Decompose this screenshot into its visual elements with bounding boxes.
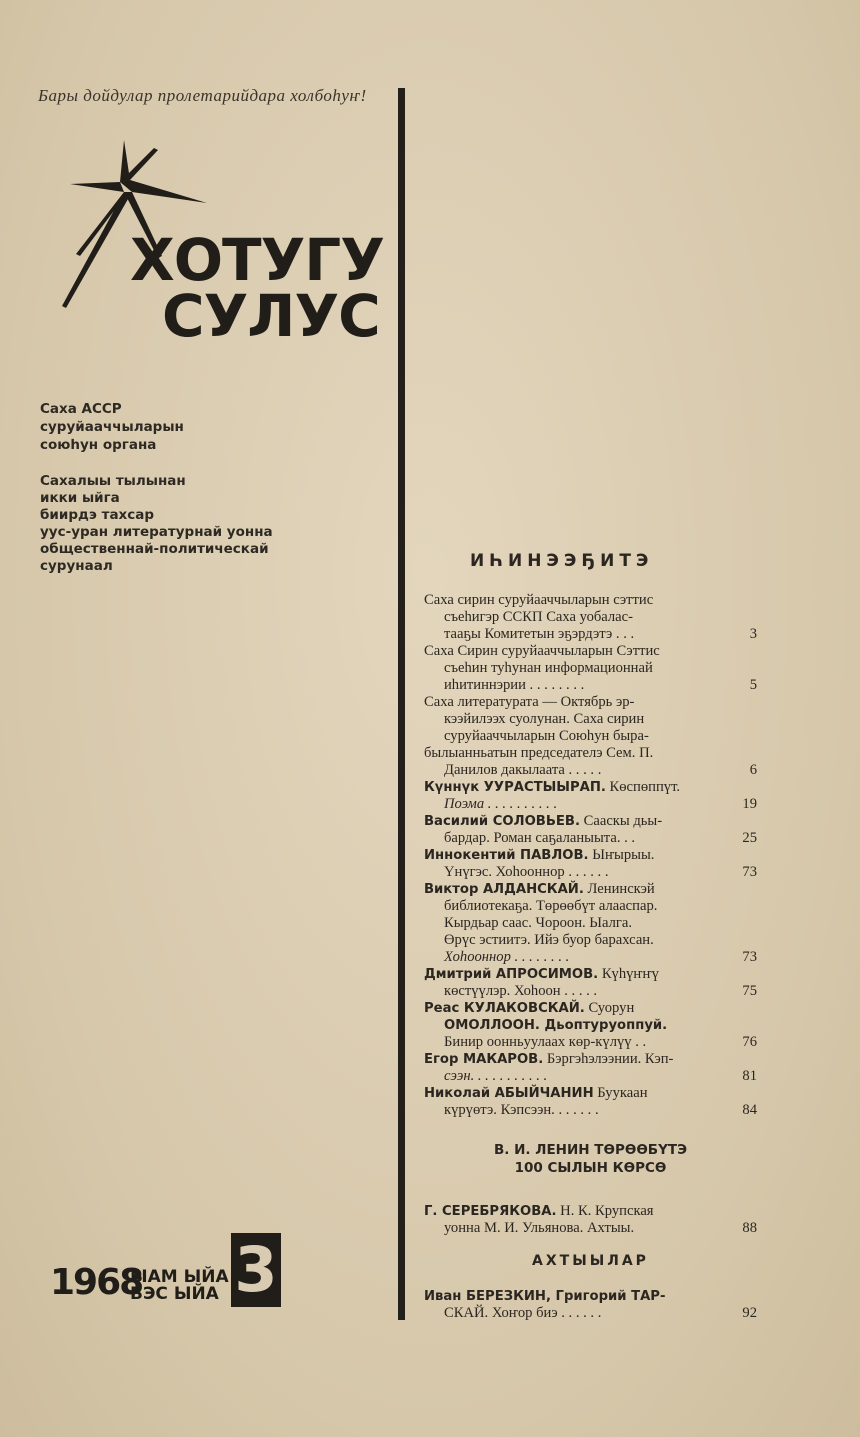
description-line: сурунаал <box>40 558 113 574</box>
description-line: биирдэ тахсар <box>40 507 155 523</box>
toc-entry-line: Хоһооннор . . . . . . . . <box>444 949 570 965</box>
toc-author: Виктор АЛДАНСКАЙ. <box>424 882 584 897</box>
issue-year: 1968 <box>50 1262 143 1303</box>
description-line: икки ыйга <box>40 490 120 506</box>
toc-section-memoirs: АХТЫЫЛАР <box>532 1253 649 1269</box>
org-line: Саха АССР <box>40 401 122 417</box>
toc-entry-line: Н. К. Крупская <box>560 1203 654 1219</box>
toc-entry-line: суруйааччыларын Союһун быра- <box>444 728 649 744</box>
toc-entry-line: Саaскы дьы- <box>583 813 663 829</box>
toc-entry-line: күрүөтэ. Кэпсээн. . . . . . . <box>444 1102 599 1118</box>
section-heading-line: 100 СЫЛЫН КӨРСӨ <box>514 1160 667 1176</box>
toc-entry-line: Бэргэһэлээнии. Кэп- <box>546 1051 674 1067</box>
toc-page-number: 84 <box>742 1102 757 1118</box>
toc-entry <box>424 1051 757 1085</box>
toc-entry <box>424 779 757 813</box>
toc-entry-line: бардар. Роман саҕаланыыта. . . <box>444 830 636 846</box>
toc-author: Күннүк УУРАСТЫЫРАП. <box>424 780 606 795</box>
toc-entry-line: Суорун <box>588 1000 635 1016</box>
toc-entry <box>424 813 757 847</box>
toc-entry-line: Кырдьар саас. Чороон. Ыалга. <box>444 915 633 931</box>
toc-entry-line: Өрүс эстиитэ. Ийэ буор барахсан. <box>444 932 654 948</box>
toc-page-number: 75 <box>742 983 757 999</box>
toc-entry-line: Саха сирин суруйааччыларын сэттис <box>424 592 654 608</box>
toc-entry-line: Үнүгэс. Хоһооннор . . . . . . <box>444 864 609 880</box>
toc-entry-line: СКАЙ. Хоҥор биэ . . . . . . <box>444 1305 602 1321</box>
toc-entry <box>424 592 757 643</box>
toc-heading: ИҺИНЭЭҔИТЭ <box>470 551 654 571</box>
vertical-divider <box>398 88 405 1320</box>
toc-page-number: 76 <box>742 1034 757 1050</box>
toc-entry <box>424 694 757 779</box>
toc-author: Иван БЕРЕЗКИН, Григорий ТАР- <box>424 1289 666 1304</box>
description-line: общественнай-политическай <box>40 541 269 557</box>
toc-entry <box>424 847 757 881</box>
toc-entry-line: тааҕы Комитетын эҕэрдэтэ . . . <box>444 626 635 642</box>
toc-author: Дмитрий АПРОСИМОВ. <box>424 967 599 982</box>
toc-entry-line: Поэма . . . . . . . . . . <box>444 796 558 812</box>
table-of-contents <box>424 592 757 1322</box>
toc-page-number: 3 <box>749 626 757 642</box>
toc-entry-line: библиотекаҕа. Төрөөбүт алааспар. <box>444 898 658 914</box>
section-heading-line: В. И. ЛЕНИН ТӨРӨӨБҮТЭ <box>494 1142 687 1158</box>
toc-page-number: 19 <box>742 796 757 812</box>
description-line: Сахалыы тылынан <box>40 473 186 489</box>
org-line: союһун органа <box>40 437 157 453</box>
toc-entry-line: Буукаан <box>597 1085 648 1101</box>
description-line: уус-уран литературнай уонна <box>40 524 273 540</box>
toc-entry-line: иһитиннэрии . . . . . . . . <box>444 677 585 693</box>
magazine-title-line2: СУЛУС <box>162 282 380 350</box>
toc-page-number: 81 <box>742 1068 757 1084</box>
toc-entry <box>424 1288 757 1322</box>
toc-entry-line: Данилов дакылаата . . . . . <box>444 762 602 778</box>
issue-months <box>130 1269 229 1303</box>
toc-page-number: 6 <box>749 762 757 778</box>
toc-entry-line: съеһигэр ССКП Саха уобалас- <box>444 609 633 625</box>
toc-entry-line: Күһүҥҥү <box>601 966 659 982</box>
toc-entry-line: съеһин туһунан информационнай <box>444 660 653 676</box>
toc-author: Иннокентий ПАВЛОВ. <box>424 848 589 863</box>
toc-page-number: 73 <box>742 949 757 965</box>
toc-entry-line: көстүүлэр. Хоһоон . . . . . <box>444 983 598 999</box>
toc-page-number: 73 <box>742 864 757 880</box>
toc-author: Г. СЕРЕБРЯКОВА. <box>424 1204 557 1219</box>
toc-page-number: 92 <box>742 1305 757 1321</box>
magazine-title-line1: ХОТУГУ <box>130 226 384 294</box>
toc-author: Егор МАКАРОВ. <box>424 1052 544 1067</box>
toc-author: Василий СОЛОВЬЕВ. <box>424 814 580 829</box>
toc-entry <box>424 1000 757 1051</box>
toc-entry-line: Ыҥырыы. <box>592 847 655 863</box>
toc-author: Николай АБЫЙЧАНИН <box>424 1086 594 1101</box>
issue-month-1: ЫАМ ЫЙА <box>130 1267 229 1287</box>
toc-entry-line: кээйилээх суолунан. Саха сирин <box>444 711 645 727</box>
toc-entry-line: Көспөппүт. <box>609 779 680 795</box>
issue-number: 3 <box>231 1233 281 1307</box>
toc-entry-line: Саха Сирин суруйааччыларын Сэттис <box>424 643 660 659</box>
toc-page-number: 25 <box>742 830 757 846</box>
toc-entry-line: Ленинскэй <box>587 881 655 897</box>
toc-entry-line: уонна М. И. Ульянова. Ахтыы. <box>444 1220 635 1236</box>
toc-entry-line: Саха литературата — Октябрь эр- <box>424 694 635 710</box>
toc-entry <box>424 643 757 694</box>
magazine-title <box>130 226 384 350</box>
toc-entry <box>424 1085 757 1119</box>
toc-entry <box>424 881 757 966</box>
toc-page-number: 5 <box>749 677 757 693</box>
toc-entry-line: Бинир оонньуулаах көр-күлүү . . <box>444 1034 647 1050</box>
slogan: Бары дойдулар пролетарийдара холбоһуҥ! <box>38 86 367 105</box>
organization-block <box>40 400 184 454</box>
toc-page-number: 88 <box>742 1220 757 1236</box>
issue-month-2: БЭС ЫЙА <box>130 1284 219 1304</box>
toc-section-lenin <box>424 1141 757 1177</box>
toc-entry-line: былыанньатын председателэ Сем. П. <box>424 745 654 761</box>
toc-entry <box>424 966 757 1000</box>
description-block <box>40 473 273 575</box>
toc-entry <box>424 1203 757 1237</box>
toc-entry-line: сээн. . . . . . . . . . . <box>444 1068 548 1084</box>
toc-entry-line: ОМОЛЛООН. Дьоптуруоппуй. <box>444 1018 668 1033</box>
org-line: суруйааччыларын <box>40 419 184 435</box>
toc-author: Реас КУЛАКОВСКАЙ. <box>424 1001 585 1016</box>
